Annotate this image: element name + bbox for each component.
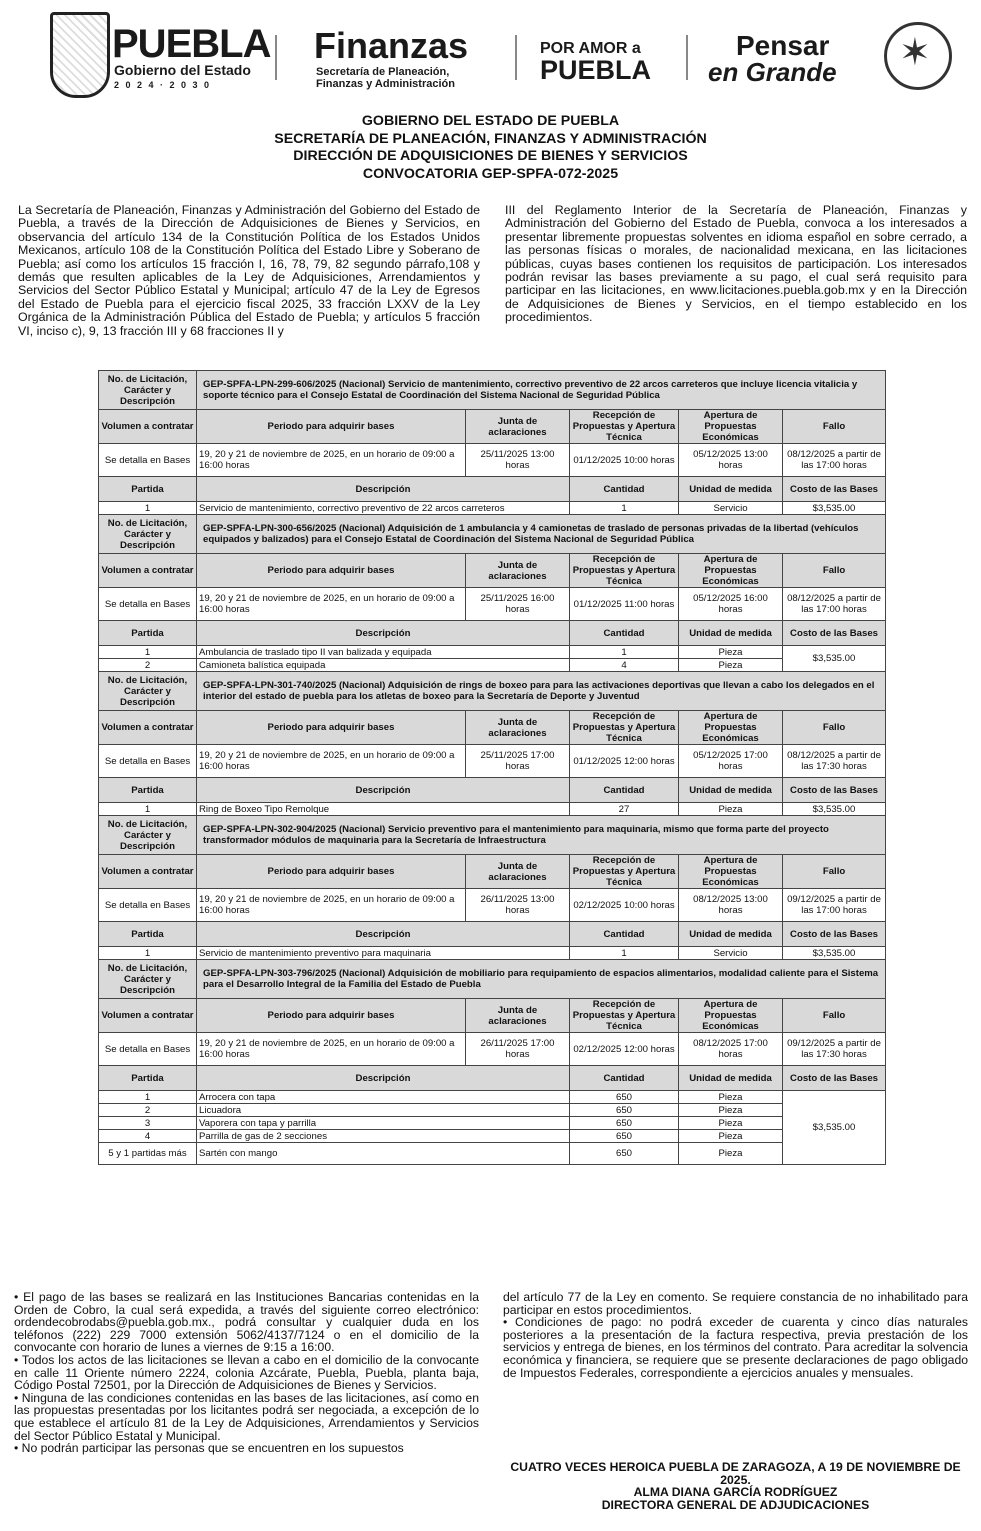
partida-number: 5 y 1 partidas más	[99, 1143, 197, 1165]
label-no-licitacion: No. de Licitación, Carácter y Descripción	[99, 371, 197, 410]
label-unidad: Unidad de medida	[679, 1066, 783, 1091]
costo-bases: $3,535.00	[783, 646, 886, 672]
label-cantidad: Cantidad	[570, 922, 679, 947]
label-partida: Partida	[99, 1066, 197, 1091]
label-recepcion: Recepción de Propuestas y Apertura Técnica	[570, 554, 679, 588]
partida-description: Sartén con mango	[197, 1143, 570, 1165]
licitaciones-table	[98, 370, 886, 1165]
label-fallo: Fallo	[783, 711, 886, 745]
puebla-seal-icon	[50, 12, 110, 98]
licitacion-title-row	[99, 672, 886, 711]
label-descripcion: Descripción	[197, 621, 570, 646]
label-costo: Costo de las Bases	[783, 778, 886, 803]
footer-right-notes	[503, 1291, 968, 1379]
partida-unit: Pieza	[679, 1091, 783, 1104]
licitacion-title: GEP-SPFA-LPN-302-904/2025 (Nacional) Servicio preventivo para el mantenimiento para maquinaria, mismo que forma parte del proyecto transformador módulos de maquinaria para la Secretaría de Infraestructura	[197, 816, 886, 855]
licitacion-title: GEP-SPFA-LPN-301-740/2025 (Nacional) Adquisición de rings de boxeo para para las activaciones deportivas que llevan a cabo los delegados en el interior del estado de puebla para los atletas de boxeo para la Secretaría de Deporte y Juventud	[197, 672, 886, 711]
apertura-value: 05/12/2025 17:00 horas	[679, 745, 783, 778]
periodo-value: 19, 20 y 21 de noviembre de 2025, en un horario de 09:00 a 16:00 horas	[197, 588, 466, 621]
schedule-header-row	[99, 711, 886, 745]
label-junta: Junta de aclaraciones	[466, 711, 570, 745]
partida-number: 1	[99, 646, 197, 659]
junta-value: 26/11/2025 13:00 horas	[466, 889, 570, 922]
junta-value: 25/11/2025 17:00 horas	[466, 745, 570, 778]
signature-name: ALMA DIANA GARCÍA RODRÍGUEZ	[633, 1485, 838, 1500]
footer-left-notes	[14, 1291, 479, 1455]
label-costo: Costo de las Bases	[783, 922, 886, 947]
label-cantidad: Cantidad	[570, 778, 679, 803]
label-cantidad: Cantidad	[570, 477, 679, 502]
schedule-header-row	[99, 554, 886, 588]
partida-description: Ambulancia de traslado tipo II van balizada y equipada	[197, 646, 570, 659]
label-costo: Costo de las Bases	[783, 477, 886, 502]
label-unidad: Unidad de medida	[679, 621, 783, 646]
puebla-logo-title: PUEBLA	[112, 22, 271, 66]
emblem-icon	[884, 22, 952, 90]
partida-row	[99, 803, 886, 816]
costo-bases: $3,535.00	[783, 803, 886, 816]
pensar-logo-top: Pensar	[736, 30, 830, 61]
partida-quantity: 650	[570, 1117, 679, 1130]
partida-description: Camioneta balística equipada	[197, 659, 570, 672]
fallo-value: 09/12/2025 a partir de las 17:30 horas	[783, 1033, 886, 1066]
schedule-values-row	[99, 588, 886, 621]
label-fallo: Fallo	[783, 410, 886, 444]
schedule-header-row	[99, 410, 886, 444]
costo-bases: $3,535.00	[783, 1091, 886, 1165]
licitacion-title-row	[99, 816, 886, 855]
periodo-value: 19, 20 y 21 de noviembre de 2025, en un horario de 09:00 a 16:00 horas	[197, 745, 466, 778]
partida-unit: Pieza	[679, 1143, 783, 1165]
label-apertura: Apertura de Propuestas Económicas	[679, 855, 783, 889]
recepcion-value: 02/12/2025 12:00 horas	[570, 1033, 679, 1066]
partida-unit: Pieza	[679, 646, 783, 659]
partida-description: Ring de Boxeo Tipo Remolque	[197, 803, 570, 816]
label-periodo: Periodo para adquirir bases	[197, 855, 466, 889]
schedule-values-row	[99, 444, 886, 477]
junta-value: 25/11/2025 16:00 horas	[466, 588, 570, 621]
partida-unit: Pieza	[679, 1104, 783, 1117]
label-partida: Partida	[99, 922, 197, 947]
label-unidad: Unidad de medida	[679, 477, 783, 502]
label-no-licitacion: No. de Licitación, Carácter y Descripción	[99, 515, 197, 554]
signature-position: DIRECTORA GENERAL DE ADJUDICACIONES	[601, 1497, 870, 1512]
footer-note: • Todos los actos de las licitaciones se llevan a cabo en el domicilio de la convocante en calle 11 Oriente número 2224, colonia Azcárate, Puebla, Puebla, planta baja, Código Postal 72501, por la Dirección de Adquisiciones de Bienes y Servicios.	[14, 1352, 479, 1393]
partida-unit: Pieza	[679, 659, 783, 672]
partida-number: 1	[99, 947, 197, 960]
schedule-values-row	[99, 1033, 886, 1066]
recepcion-value: 01/12/2025 10:00 horas	[570, 444, 679, 477]
partida-number: 1	[99, 502, 197, 515]
label-junta: Junta de aclaraciones	[466, 999, 570, 1033]
divider	[515, 35, 517, 80]
partida-unit: Pieza	[679, 1130, 783, 1143]
partida-number: 2	[99, 1104, 197, 1117]
licitacion-title: GEP-SPFA-LPN-303-796/2025 (Nacional) Adquisición de mobiliario para requipamiento de espacios alimentarios, modalidad caliente para el Sistema para el Desarrollo Integral de la Familia del Estado de Puebla	[197, 960, 886, 999]
label-periodo: Periodo para adquirir bases	[197, 999, 466, 1033]
label-descripcion: Descripción	[197, 1066, 570, 1091]
fallo-value: 08/12/2025 a partir de las 17:00 horas	[783, 444, 886, 477]
label-no-licitacion: No. de Licitación, Carácter y Descripción	[99, 672, 197, 711]
partida-number: 4	[99, 1130, 197, 1143]
volumen-value: Se detalla en Bases	[99, 1033, 197, 1066]
label-recepcion: Recepción de Propuestas y Apertura Técnica	[570, 999, 679, 1033]
label-volumen: Volumen a contratar	[99, 711, 197, 745]
partida-quantity: 650	[570, 1130, 679, 1143]
label-apertura: Apertura de Propuestas Económicas	[679, 410, 783, 444]
partida-unit: Servicio	[679, 502, 783, 515]
label-costo: Costo de las Bases	[783, 621, 886, 646]
label-no-licitacion: No. de Licitación, Carácter y Descripción	[99, 960, 197, 999]
partidas-header-row	[99, 922, 886, 947]
pensar-logo-bottom: en Grande	[708, 57, 837, 87]
partida-number: 2	[99, 659, 197, 672]
finanzas-logo-title: Finanzas	[314, 25, 469, 66]
junta-value: 26/11/2025 17:00 horas	[466, 1033, 570, 1066]
schedule-header-row	[99, 999, 886, 1033]
partida-row	[99, 1104, 886, 1117]
finanzas-logo-sub2: Finanzas y Administración	[316, 78, 455, 90]
partidas-header-row	[99, 477, 886, 502]
label-apertura: Apertura de Propuestas Económicas	[679, 999, 783, 1033]
signature-place-date: CUATRO VECES HEROICA PUEBLA DE ZARAGOZA, A 19 DE NOVIEMBRE DE 2025.	[510, 1460, 961, 1487]
partida-row	[99, 947, 886, 960]
partidas-header-row	[99, 1066, 886, 1091]
label-recepcion: Recepción de Propuestas y Apertura Técnica	[570, 855, 679, 889]
divider	[275, 35, 277, 80]
partida-quantity: 1	[570, 947, 679, 960]
partida-quantity: 4	[570, 659, 679, 672]
label-unidad: Unidad de medida	[679, 922, 783, 947]
partida-row	[99, 659, 886, 672]
label-descripcion: Descripción	[197, 477, 570, 502]
partida-row	[99, 1143, 886, 1165]
title-line: SECRETARÍA DE PLANEACIÓN, FINANZAS Y ADMINISTRACIÓN	[274, 130, 707, 147]
junta-value: 25/11/2025 13:00 horas	[466, 444, 570, 477]
recepcion-value: 01/12/2025 11:00 horas	[570, 588, 679, 621]
partida-quantity: 650	[570, 1104, 679, 1117]
fallo-value: 08/12/2025 a partir de las 17:30 horas	[783, 745, 886, 778]
label-fallo: Fallo	[783, 554, 886, 588]
partida-quantity: 27	[570, 803, 679, 816]
label-no-licitacion: No. de Licitación, Carácter y Descripción	[99, 816, 197, 855]
partida-quantity: 1	[570, 646, 679, 659]
partida-row	[99, 1130, 886, 1143]
schedule-values-row	[99, 745, 886, 778]
recepcion-value: 02/12/2025 10:00 horas	[570, 889, 679, 922]
partida-row	[99, 1117, 886, 1130]
label-volumen: Volumen a contratar	[99, 999, 197, 1033]
puebla-logo-subtitle: Gobierno del Estado	[114, 62, 251, 78]
volumen-value: Se detalla en Bases	[99, 889, 197, 922]
apertura-value: 08/12/2025 17:00 horas	[679, 1033, 783, 1066]
periodo-value: 19, 20 y 21 de noviembre de 2025, en un horario de 09:00 a 16:00 horas	[197, 1033, 466, 1066]
periodo-value: 19, 20 y 21 de noviembre de 2025, en un horario de 09:00 a 16:00 horas	[197, 889, 466, 922]
costo-bases: $3,535.00	[783, 502, 886, 515]
finanzas-logo-sub1: Secretaría de Planeación,	[316, 66, 450, 78]
label-apertura: Apertura de Propuestas Económicas	[679, 554, 783, 588]
partida-description: Licuadora	[197, 1104, 570, 1117]
partida-unit: Pieza	[679, 1117, 783, 1130]
label-periodo: Periodo para adquirir bases	[197, 410, 466, 444]
signature-block	[503, 1461, 968, 1511]
label-partida: Partida	[99, 778, 197, 803]
partida-number: 1	[99, 1091, 197, 1104]
label-cantidad: Cantidad	[570, 1066, 679, 1091]
partida-unit: Pieza	[679, 803, 783, 816]
footer-note: • Condiciones de pago: no podrá exceder de cuarenta y cinco días naturales posteriores a la presentación de la factura respectiva, previa prestación de los servicios y entrega de bienes, en los términos del contrato. Para acreditar la solvencia económica y financiera, se requiere que se presente declaraciones de pago obligado de Impuestos Federales, correspondiente a ejercicios anuales y mensuales.	[503, 1315, 968, 1380]
partida-number: 3	[99, 1117, 197, 1130]
label-descripcion: Descripción	[197, 922, 570, 947]
fallo-value: 09/12/2025 a partir de las 17:00 horas	[783, 889, 886, 922]
label-volumen: Volumen a contratar	[99, 554, 197, 588]
partida-description: Servicio de mantenimiento preventivo para maquinaria	[197, 947, 570, 960]
label-volumen: Volumen a contratar	[99, 410, 197, 444]
partida-quantity: 1	[570, 502, 679, 515]
label-junta: Junta de aclaraciones	[466, 410, 570, 444]
label-junta: Junta de aclaraciones	[466, 855, 570, 889]
fallo-value: 08/12/2025 a partir de las 17:00 horas	[783, 588, 886, 621]
partidas-header-row	[99, 621, 886, 646]
title-line: DIRECCIÓN DE ADQUISICIONES DE BIENES Y SERVICIOS	[293, 148, 688, 164]
partida-description: Servicio de mantenimiento, correctivo preventivo de 22 arcos carreteros	[197, 502, 570, 515]
licitacion-title: GEP-SPFA-LPN-299-606/2025 (Nacional) Servicio de mantenimiento, correctivo preventivo de 22 arcos carreteros que incluye licencia vitalicia y soporte técnico para el Consejo Estatal de Coordinación del Sistema Nacional de Seguridad Pública	[197, 371, 886, 410]
label-periodo: Periodo para adquirir bases	[197, 711, 466, 745]
poramor-logo-bottom: PUEBLA	[540, 55, 652, 85]
schedule-header-row	[99, 855, 886, 889]
divider	[686, 35, 688, 80]
label-recepcion: Recepción de Propuestas y Apertura Técnica	[570, 410, 679, 444]
costo-bases: $3,535.00	[783, 947, 886, 960]
recepcion-value: 01/12/2025 12:00 horas	[570, 745, 679, 778]
poramor-logo-top: POR AMOR a	[540, 40, 641, 57]
volumen-value: Se detalla en Bases	[99, 444, 197, 477]
label-recepcion: Recepción de Propuestas y Apertura Técnica	[570, 711, 679, 745]
partida-row	[99, 1091, 886, 1104]
label-fallo: Fallo	[783, 855, 886, 889]
label-apertura: Apertura de Propuestas Económicas	[679, 711, 783, 745]
label-periodo: Periodo para adquirir bases	[197, 554, 466, 588]
document-titles	[0, 113, 981, 183]
partida-quantity: 650	[570, 1143, 679, 1165]
title-line: CONVOCATORIA GEP-SPFA-072-2025	[362, 165, 619, 182]
volumen-value: Se detalla en Bases	[99, 588, 197, 621]
label-cantidad: Cantidad	[570, 621, 679, 646]
partida-description: Parrilla de gas de 2 secciones	[197, 1130, 570, 1143]
label-costo: Costo de las Bases	[783, 1066, 886, 1091]
label-fallo: Fallo	[783, 999, 886, 1033]
apertura-value: 05/12/2025 13:00 horas	[679, 444, 783, 477]
puebla-logo-years: 2 0 2 4 · 2 0 3 0	[114, 80, 212, 90]
footer-note: • Ninguna de las condiciones contenidas en las bases de las licitaciones, así como en las propuestas presentadas por los licitantes podrá ser negociada, a excepción de lo que establece el artículo 81 de la Ley de Adquisiciones, Arrendamientos y Servicios del Sector Público Estatal y Municipal.	[14, 1390, 479, 1443]
intro-left-paragraph: La Secretaría de Planeación, Finanzas y Administración del Gobierno del Estado de Puebla, a través de la Dirección de Adquisiciones de Bienes y Servicios, en observancia del artículo 134 de la Constitución Política de los Estados Unidos Mexicanos, artículo 108 de la Constitución Política del Estado Libre y Soberano de Puebla; así como los artículos 15 fracción I, 16, 78, 79, 82 segundo párrafo,108 y demás que resulten aplicables de la Ley de Adquisiciones, Arrendamientos y Servicios del Sector Público Estatal y Municipal; artículo 47 de la Ley de Egresos del Estado de Puebla para el ejercicio fiscal 2025, 33 fracción LXXV de la Ley Orgánica de la Administración Pública del Estado de Puebla; y artículos 5 fracción VI, inciso c), 9, 13 fracción III y 68 fracciones II y	[18, 203, 480, 338]
label-unidad: Unidad de medida	[679, 778, 783, 803]
partidas-header-row	[99, 778, 886, 803]
apertura-value: 08/12/2025 13:00 horas	[679, 889, 783, 922]
licitacion-title-row	[99, 371, 886, 410]
volumen-value: Se detalla en Bases	[99, 745, 197, 778]
periodo-value: 19, 20 y 21 de noviembre de 2025, en un horario de 09:00 a 16:00 horas	[197, 444, 466, 477]
schedule-values-row	[99, 889, 886, 922]
partida-unit: Servicio	[679, 947, 783, 960]
partida-number: 1	[99, 803, 197, 816]
partida-quantity: 650	[570, 1091, 679, 1104]
footer-note: • El pago de las bases se realizará en las Instituciones Bancarias contenidas en la Orden de Cobro, la cual será expedida, a través del siguiente correo electrónico: ordendecobrodabs@puebla.gob.mx., podrá consultar y cualquier duda en los teléfonos (222) 229 7000 extensión 5062/4137/7124 o en el domicilio de la convocante con horario de lunes a viernes de 9:15 a 16:00.	[14, 1290, 479, 1355]
licitacion-title: GEP-SPFA-LPN-300-656/2025 (Nacional) Adquisición de 1 ambulancia y 4 camionetas de traslado de personas privadas de la libertad (vehículos equipados y balizados) para el Consejo Estatal de Coordinación del Sistema Nacional de Seguridad Pública	[197, 515, 886, 554]
partida-row	[99, 502, 886, 515]
header-logos	[0, 0, 981, 108]
label-partida: Partida	[99, 477, 197, 502]
apertura-value: 05/12/2025 16:00 horas	[679, 588, 783, 621]
licitacion-title-row	[99, 960, 886, 999]
label-partida: Partida	[99, 621, 197, 646]
footer-note: del artículo 77 de la Ley en comento. Se requiere constancia de no inhabilitado para participar en estos procedimientos.	[503, 1290, 968, 1317]
licitacion-title-row	[99, 515, 886, 554]
partida-row	[99, 646, 886, 659]
label-volumen: Volumen a contratar	[99, 855, 197, 889]
title-line: GOBIERNO DEL ESTADO DE PUEBLA	[361, 113, 620, 129]
partida-description: Vaporera con tapa y parrilla	[197, 1117, 570, 1130]
partida-description: Arrocera con tapa	[197, 1091, 570, 1104]
label-descripcion: Descripción	[197, 778, 570, 803]
label-junta: Junta de aclaraciones	[466, 554, 570, 588]
footer-note: • No podrán participar las personas que se encuentren en los supuestos	[14, 1441, 404, 1456]
intro-right-paragraph: III del Reglamento Interior de la Secretaría de Planeación, Finanzas y Administración del Gobierno del Estado de Puebla, convoca a los interesados a presentar libremente propuestas solventes en idioma español en sobre cerrado, a las personas físicas o morales, de nacionalidad mexicana, en las licitaciones públicas, cuyas bases contienen los requisitos de participación. Los interesados podrán revisar las bases previamente a su pago, el cual será requisito para participar en las licitaciones, en www.licitaciones.puebla.gob.mx y en la Dirección de Adquisiciones de Bienes y Servicios, en el tiempo establecido en los procedimientos.	[505, 203, 967, 325]
